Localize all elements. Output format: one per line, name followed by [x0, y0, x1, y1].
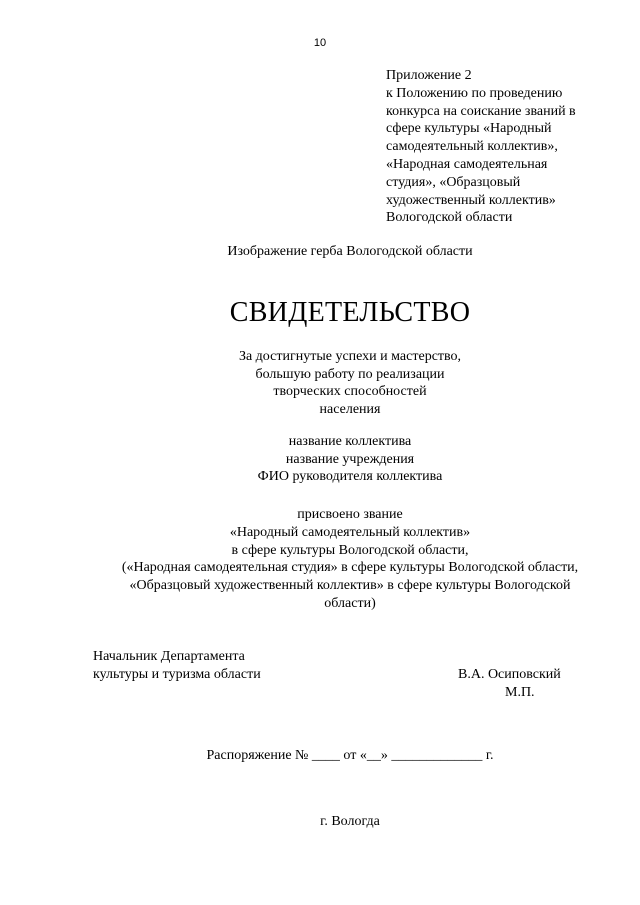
appendix-line: «Народная самодеятельная: [386, 156, 548, 172]
page-number: 10: [313, 37, 327, 49]
signatory-name: В.А. Осиповский: [458, 667, 561, 682]
text-line: населения: [319, 401, 381, 417]
collective-name-placeholder: название коллектива: [288, 434, 412, 449]
position-line: Начальник Департамента: [93, 649, 245, 664]
city-name: г. Вологда: [320, 814, 380, 829]
appendix-line: конкурса на соискание званий в: [386, 103, 576, 119]
text-line: «Образцовый художественный коллектив» в сфере культуры Вологодской: [129, 578, 571, 594]
text-line: области): [324, 595, 376, 611]
institution-name-placeholder: название учреждения: [285, 451, 415, 467]
collective-details: [0, 433, 640, 486]
achievement-text: [0, 348, 640, 418]
crest-caption: Изображение герба Вологодской области: [227, 244, 473, 259]
signatory-position: [93, 648, 261, 684]
text-line: «Народный самодеятельный коллектив»: [229, 524, 471, 540]
appendix-line: художественный коллектив»: [386, 192, 556, 208]
text-line: За достигнутые успехи и мастерство,: [238, 349, 462, 364]
certificate-title: СВИДЕТЕЛЬСТВО: [229, 297, 471, 328]
order-reference: Распоряжение № ____ от «__» _____________ г.: [206, 748, 494, 763]
appendix-line: сфере культуры «Народный: [386, 121, 552, 137]
text-line: («Народная самодеятельная студия» в сфере культуры Вологодской области,: [121, 560, 579, 576]
appendix-line: Приложение 2: [386, 68, 472, 83]
appendix-line: Вологодской области: [386, 210, 513, 226]
appendix-line: к Положению по проведению: [386, 85, 563, 101]
text-line: присвоено звание: [297, 507, 403, 522]
text-line: творческих способностей: [273, 384, 427, 400]
text-line: в сфере культуры Вологодской области,: [231, 542, 469, 558]
appendix-line: самодеятельный коллектив»,: [386, 139, 558, 155]
text-line: большую работу по реализации: [255, 366, 445, 382]
stamp-mark: М.П.: [505, 685, 535, 700]
appendix-line: студия», «Образцовый: [386, 174, 521, 190]
awarded-title-text: [0, 506, 640, 613]
appendix-note: [386, 67, 616, 227]
leader-name-placeholder: ФИО руководителя коллектива: [257, 469, 443, 485]
signatory-block: [458, 666, 561, 702]
position-line: культуры и туризма области: [93, 667, 261, 682]
